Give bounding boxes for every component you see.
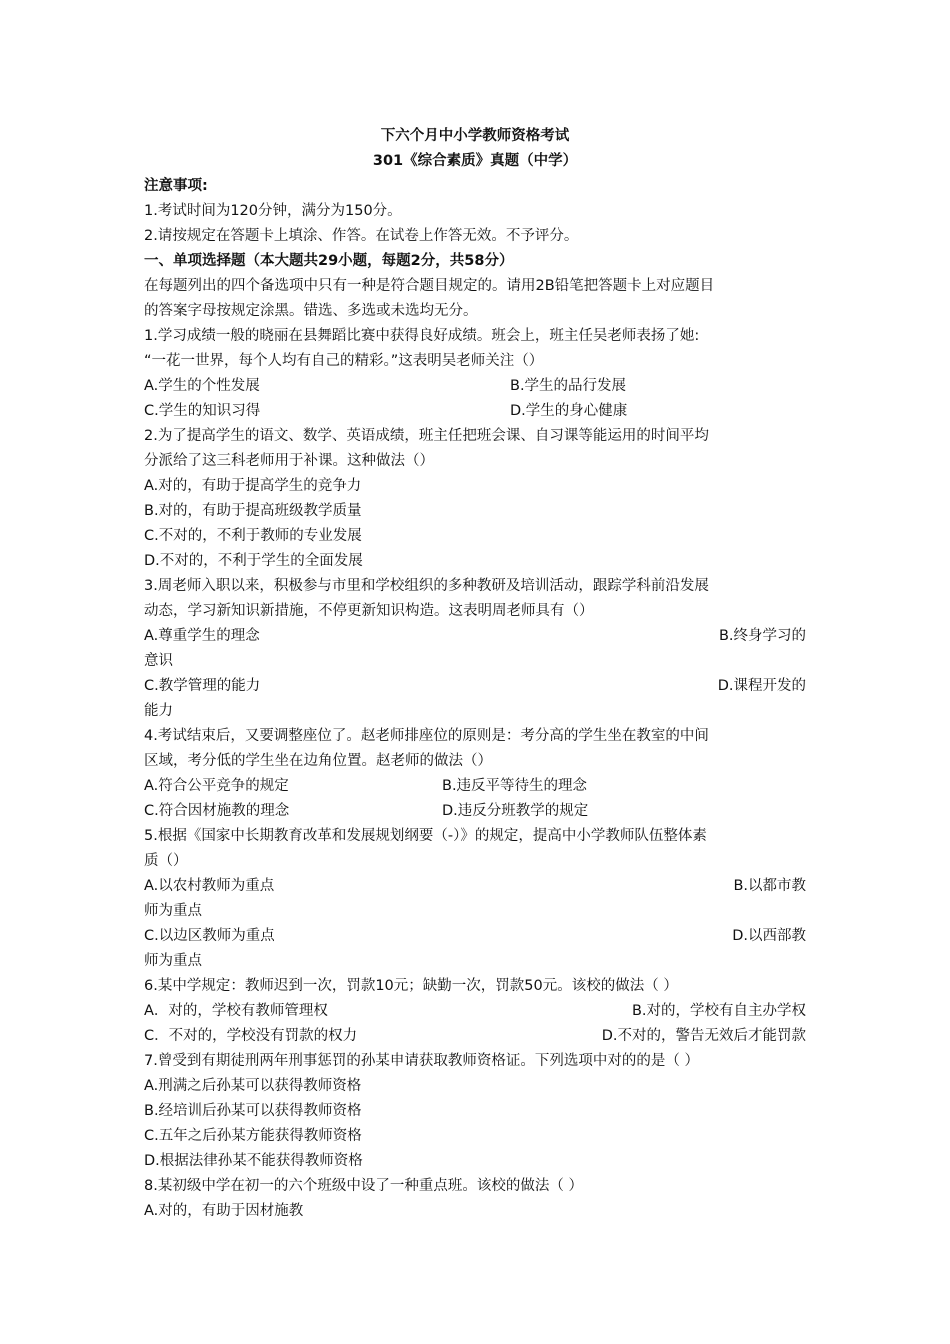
option-b: B.对的，学校有自主办学权 <box>631 1003 806 1019</box>
question-stem: 7.曾受到有期徒刑两年刑事惩罚的孙某申请获取教师资格证。下列选项中对的的是（ ） <box>144 1053 699 1069</box>
option-d: D.根据法律孙某不能获得教师资格 <box>144 1153 363 1169</box>
option-b: B.对的，有助于提高班级教学质量 <box>144 503 362 519</box>
notice-heading: 注意事项: <box>144 178 208 194</box>
option-c: C.以边区教师为重点 <box>144 928 275 944</box>
option-c: C.不对的，不利于教师的专业发展 <box>144 528 362 544</box>
option-row <box>144 674 806 699</box>
option-a: A.以农村教师为重点 <box>144 878 275 894</box>
option-a: A．对的，学校有教师管理权 <box>144 1003 328 1019</box>
option-d-cont: 能力 <box>144 703 173 719</box>
option-row <box>144 624 806 649</box>
option-d: D.不对的，不利于学生的全面发展 <box>144 553 363 569</box>
option-a: A.刑满之后孙某可以获得教师资格 <box>144 1078 362 1094</box>
option-row <box>144 799 806 824</box>
question-stem-cont: 质（） <box>144 853 188 869</box>
option-b: B.终身学习的 <box>718 628 806 644</box>
option-d-cont: 师为重点 <box>144 953 202 969</box>
section-instruction-cont: 的答案字母按规定涂黑。错选、多选或未选均无分。 <box>144 303 478 319</box>
option-row <box>144 999 806 1024</box>
option-c: C.学生的知识习得 <box>144 403 261 419</box>
question-stem: 1.学习成绩一般的晓丽在县舞蹈比赛中获得良好成绩。班会上，班主任吴老师表扬了她: <box>144 328 700 344</box>
option-d: D.以西部教 <box>732 928 806 944</box>
option-row <box>144 374 806 399</box>
option-row <box>144 924 806 949</box>
option-c: C.符合因材施教的理念 <box>144 803 290 819</box>
notice-item-1: 1.考试时间为120分钟，满分为150分。 <box>144 203 402 219</box>
option-d: D.学生的身心健康 <box>510 403 628 419</box>
question-stem: 8.某初级中学在初一的六个班级中设了一种重点班。该校的做法（ ） <box>144 1178 583 1194</box>
option-b: B.违反平等待生的理念 <box>442 778 588 794</box>
option-row <box>144 774 806 799</box>
option-a: A.尊重学生的理念 <box>144 628 260 644</box>
question-stem: 6.某中学规定：教师迟到一次，罚款10元；缺勤一次，罚款50元。该校的做法（ ） <box>144 978 678 994</box>
exam-title: 下六个月中小学教师资格考试 <box>380 128 570 144</box>
exam-subtitle: 301《综合素质》真题（中学） <box>372 153 578 169</box>
option-b: B.学生的品行发展 <box>510 378 627 394</box>
option-b: B.以都市教 <box>733 878 806 894</box>
question-stem: 5.根据《国家中长期教育改革和发展规划纲要（-）》的规定，提高中小学教师队伍整体素 <box>144 828 707 844</box>
option-c: C．不对的，学校没有罚款的权力 <box>144 1028 358 1044</box>
option-a: A.学生的个性发展 <box>144 378 260 394</box>
question-stem: 4.考试结束后，又要调整座位了。赵老师排座位的原则是：考分高的学生坐在教室的中间 <box>144 728 709 744</box>
option-b: B.经培训后孙某可以获得教师资格 <box>144 1103 362 1119</box>
notice-item-2: 2.请按规定在答题卡上填涂、作答。在试卷上作答无效。不予评分。 <box>144 228 579 244</box>
question-stem-cont: 动态，学习新知识新措施，不停更新知识构造。这表明周老师具有（） <box>144 603 594 619</box>
option-row <box>144 399 806 424</box>
option-c: C.五年之后孙某方能获得教师资格 <box>144 1128 362 1144</box>
option-a: A.对的，有助于提高学生的竞争力 <box>144 478 362 494</box>
option-d: D.不对的，警告无效后才能罚款 <box>601 1028 806 1044</box>
question-stem: 2.为了提高学生的语文、数学、英语成绩，班主任把班会课、自习课等能运用的时间平均 <box>144 428 709 444</box>
question-stem-cont: “一花一世界，每个人均有自己的精彩。”这表明吴老师关注（） <box>144 353 544 369</box>
section-heading: 一、单项选择题（本大题共29小题，每题2分，共58分） <box>144 253 514 269</box>
question-stem-cont: 分派给了这三科老师用于补课。这种做法（） <box>144 453 434 469</box>
option-c: C.教学管理的能力 <box>144 678 261 694</box>
option-b-cont: 师为重点 <box>144 903 202 919</box>
section-instruction: 在每题列出的四个备选项中只有一种是符合题目规定的。请用2B铅笔把答题卡上对应题目 <box>144 278 715 294</box>
option-d: D.违反分班教学的规定 <box>442 803 589 819</box>
option-a: A.符合公平竞争的规定 <box>144 778 289 794</box>
question-stem-cont: 区域，考分低的学生坐在边角位置。赵老师的做法（） <box>144 753 492 769</box>
option-row <box>144 874 806 899</box>
option-row <box>144 1024 806 1049</box>
exam-content <box>144 124 806 1224</box>
question-stem: 3.周老师入职以来，积极参与市里和学校组织的多种教研及培训活动，跟踪学科前沿发展 <box>144 578 709 594</box>
option-a: A.对的，有助于因材施教 <box>144 1203 304 1219</box>
option-d: D.课程开发的 <box>717 678 806 694</box>
option-b-cont: 意识 <box>144 653 173 669</box>
